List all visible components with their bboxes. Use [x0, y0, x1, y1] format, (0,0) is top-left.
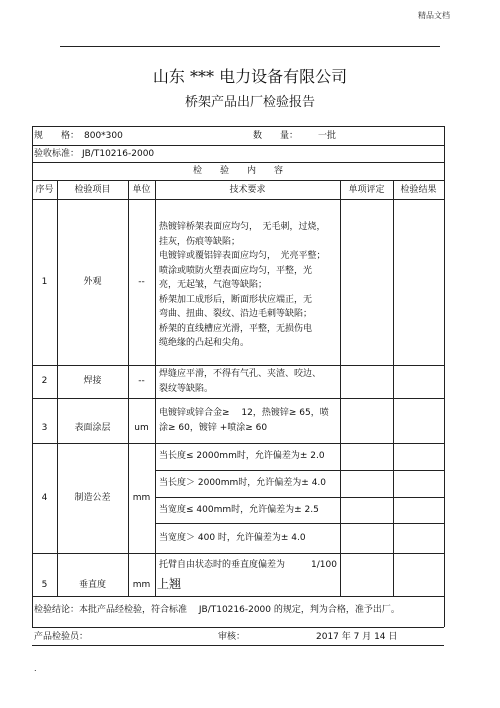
- page-dot: .: [34, 664, 37, 673]
- row-divider: [32, 596, 444, 597]
- row-item: 焊接: [83, 376, 102, 386]
- footer-rule: [32, 645, 444, 646]
- row-item: 制造公差: [74, 493, 111, 503]
- header-unit: 单位: [132, 185, 151, 195]
- spec-value: 800*300: [84, 131, 123, 141]
- table-border-bottom: [32, 627, 444, 628]
- verticality-value: 1/100: [311, 560, 337, 570]
- row-no: 4: [41, 493, 48, 503]
- tolerance-line: 当宽度≤ 400mm时，允许偏差为± 2.5: [159, 505, 319, 515]
- row-unit: um: [134, 423, 149, 433]
- row-divider: [32, 199, 444, 200]
- row-no: 1: [41, 277, 48, 287]
- spec-label: 规 格：: [34, 131, 80, 141]
- tolerance-line: 当宽度＞ 400 时，允许偏差为± 4.0: [159, 533, 306, 543]
- header-item: 检验项目: [74, 185, 111, 195]
- row-requirement: 热镀锌桥架表面应均匀， 无毛刺，过烧， 挂灰，伤痕等缺陷； 电镀锌或覆铝锌表面应均匀， 光亮平整； 喷涂或喷防火塑表面应均匀，平整，光 亮，无起皱，气泡等缺陷； 桥架加工成形后，断面形状应端正，无 弯曲、扭曲、裂纹、沿边毛刺等缺陷； 桥架的直线槽应光滑，平整，无损伤电 缆绝缘的凸起和尖角。: [159, 222, 326, 348]
- table-border-top: [32, 126, 444, 127]
- corner-note: 精品文档: [418, 11, 450, 20]
- tolerance-line: 当长度≤ 2000mm时，允许偏差为± 2.0: [159, 451, 325, 461]
- report-date: 2017 年 7 月 14 日: [316, 632, 398, 642]
- col-divider: [393, 180, 394, 596]
- header-result: 检验结果: [400, 185, 437, 195]
- sub-divider: [155, 497, 444, 498]
- row-divider: [32, 443, 444, 444]
- standard-value: JB/T10216-2000: [82, 149, 155, 159]
- row-unit: mm: [132, 580, 151, 590]
- row-requirement: 焊缝应平滑，不得有气孔、夹渣、咬边、 裂纹等缺陷。: [159, 369, 322, 394]
- row-item: 外观: [83, 277, 102, 287]
- row-no: 5: [41, 580, 48, 590]
- report-title: 桥架产品出厂检验报告: [184, 95, 315, 110]
- row-requirement: 电镀锌或锌合金≥ 12，热镀锌≥ 65，喷 涂≥ 60，镀锌 +喷涂≥ 60: [159, 408, 329, 433]
- standard-label: 验收标准：: [34, 149, 80, 159]
- verticality-tail: 上翘: [157, 577, 182, 591]
- tolerance-line: 当长度＞ 2000mm时，允许偏差为± 4.0: [159, 478, 327, 488]
- row-unit: --: [138, 376, 145, 386]
- col-divider: [155, 180, 156, 596]
- row-no: 3: [41, 423, 48, 433]
- col-divider: [57, 180, 58, 596]
- inspector-label: 产品检验员：: [34, 632, 89, 642]
- sub-divider: [155, 523, 444, 524]
- header-evaluation: 单项评定: [348, 185, 385, 195]
- row-divider: [32, 180, 444, 181]
- row-unit: --: [138, 277, 145, 287]
- row-no: 2: [41, 376, 48, 386]
- row-divider: [32, 553, 444, 554]
- header-requirement: 技术要求: [229, 185, 266, 195]
- conclusion-text: 检验结论：本批产品经检验，符合标准 JB/T10216-2000 的规定，判为合格，准予出厂。: [34, 605, 400, 615]
- row-item: 垂直度: [78, 580, 106, 590]
- row-divider: [32, 162, 444, 163]
- quantity-value: 一批: [318, 131, 337, 141]
- row-divider: [32, 365, 444, 366]
- quantity-label: 数 量：: [253, 131, 299, 141]
- row-divider: [32, 398, 444, 399]
- sub-divider: [155, 470, 444, 471]
- row-item: 表面涂层: [74, 423, 111, 433]
- col-divider: [128, 180, 129, 596]
- verticality-requirement: 托臂自由状态时的垂直度偏差为: [159, 560, 286, 570]
- row-divider: [32, 145, 444, 146]
- section-title: 检 验 内 容: [192, 166, 283, 176]
- reviewer-label: 审核：: [218, 632, 246, 642]
- table-border-right: [444, 126, 445, 627]
- header-rule: [60, 46, 440, 47]
- header-no: 序号: [35, 185, 54, 195]
- col-divider: [340, 180, 341, 596]
- row-unit: mm: [132, 493, 151, 503]
- company-title: 山东 *** 电力设备有限公司: [152, 67, 348, 86]
